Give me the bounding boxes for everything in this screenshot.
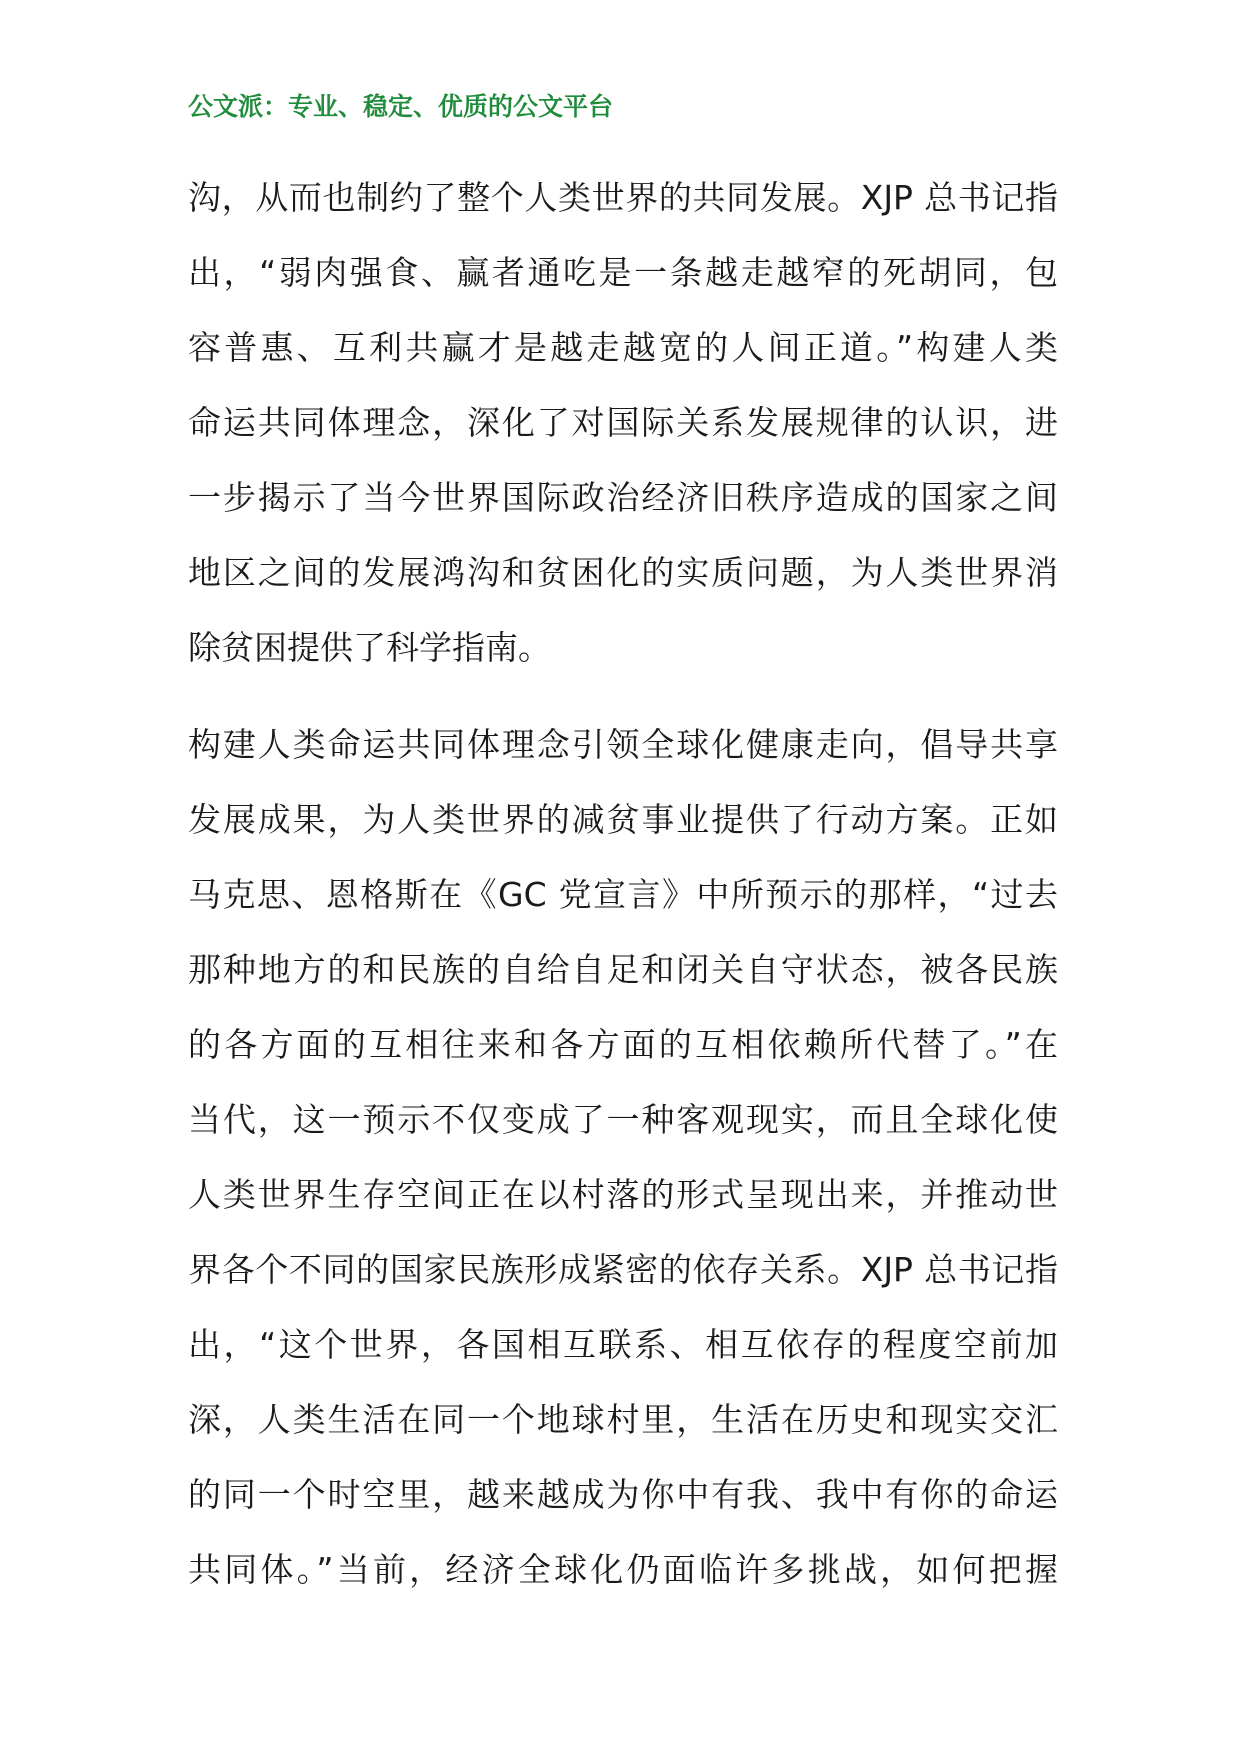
text-line: 地区之间的发展鸿沟和贫困化的实质问题，为人类世界消	[188, 553, 1058, 592]
paragraph	[188, 707, 1058, 1607]
text-line: 的同一个时空里，越来越成为你中有我、我中有你的命运	[188, 1475, 1058, 1514]
paragraph	[188, 160, 1058, 685]
text-line: 的各方面的互相往来和各方面的互相依赖所代替了。”在	[188, 1025, 1058, 1064]
text-line: 构建人类命运共同体理念引领全球化健康走向，倡导共享	[188, 725, 1058, 764]
text-line: 界各个不同的国家民族形成紧密的依存关系。XJP 总书记指	[188, 1250, 1058, 1289]
text-line: 容普惠、互利共赢才是越走越宽的人间正道。”构建人类	[188, 328, 1058, 367]
text-line: 命运共同体理念，深化了对国际关系发展规律的认识，进	[188, 403, 1058, 442]
text-line: 出，“弱肉强食、赢者通吃是一条越走越窄的死胡同，包	[188, 253, 1058, 292]
text-line: 共同体。”当前，经济全球化仍面临许多挑战，如何把握	[188, 1550, 1058, 1589]
text-line: 发展成果，为人类世界的减贫事业提供了行动方案。正如	[188, 800, 1058, 839]
text-line: 出，“这个世界，各国相互联系、相互依存的程度空前加	[188, 1325, 1058, 1364]
text-line: 人类世界生存空间正在以村落的形式呈现出来，并推动世	[188, 1175, 1058, 1214]
text-line: 一步揭示了当今世界国际政治经济旧秩序造成的国家之间	[188, 478, 1058, 517]
page-header-title: 公文派：专业、稳定、优质的公文平台	[188, 92, 614, 121]
text-line: 除贫困提供了科学指南。	[188, 628, 551, 667]
text-line: 沟，从而也制约了整个人类世界的共同发展。XJP 总书记指	[188, 178, 1058, 217]
text-line: 那种地方的和民族的自给自足和闭关自守状态，被各民族	[188, 950, 1058, 989]
text-line: 深，人类生活在同一个地球村里，生活在历史和现实交汇	[188, 1400, 1058, 1439]
text-line: 当代，这一预示不仅变成了一种客观现实，而且全球化使	[188, 1100, 1058, 1139]
text-line: 马克思、恩格斯在《GC 党宣言》中所预示的那样，“过去	[188, 875, 1058, 914]
